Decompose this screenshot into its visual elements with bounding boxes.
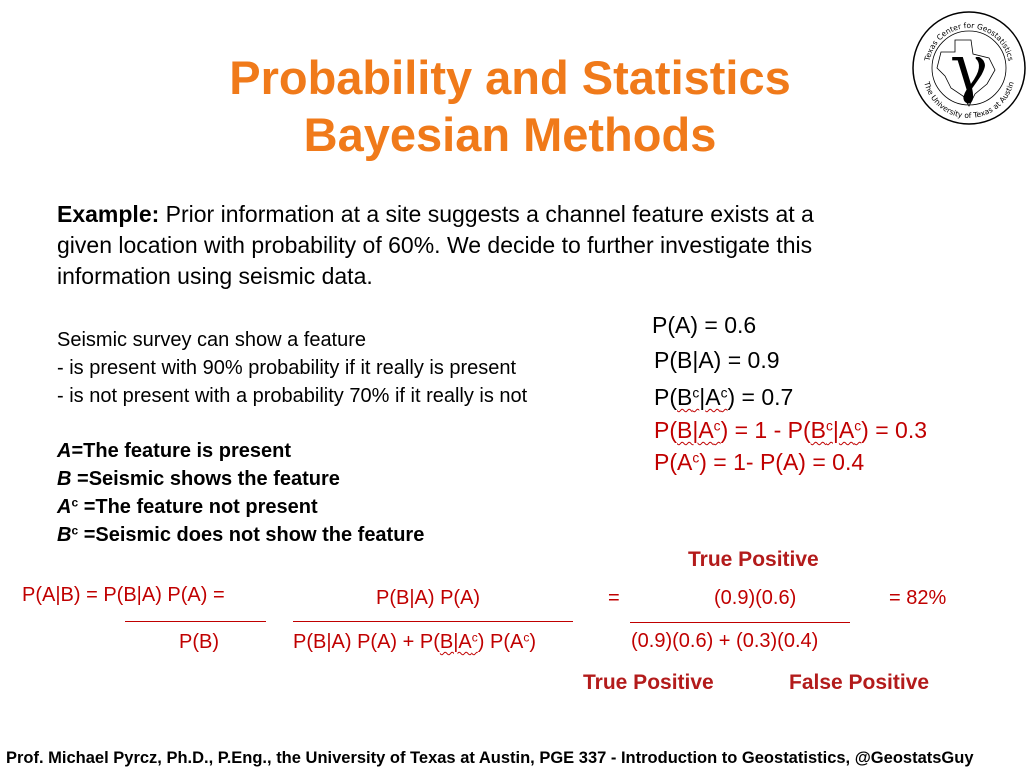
given-pa: P(A) = 0.6 <box>652 312 757 338</box>
formula-numerator-2: P(B|A) P(A) <box>376 587 481 609</box>
derived-pbac: $P(B|A^c) = 1 - P(B^c|A^c) = 0.3$ <box>654 417 928 443</box>
survey-line3: - is not present with a probability 70% if it really is not <box>57 385 528 407</box>
fraction-line-1 <box>125 621 266 622</box>
example-line3: information using seismic data. <box>57 263 373 289</box>
false-positive-label: False Positive <box>789 671 930 694</box>
definition-a: A=The feature is present <box>57 440 291 462</box>
example-line1: Prior information at a site suggests a channel feature exists at a <box>159 201 814 227</box>
example-line2: given location with probability of 60%. We decide to further investigate this <box>57 232 813 258</box>
example-paragraph <box>57 199 957 292</box>
event-definitions <box>57 437 424 549</box>
slide-title-line1: Probability and Statistics <box>229 51 791 104</box>
formula-lhs: P(A|B) = P(B|A) P(A) = <box>22 584 225 606</box>
survey-line1: Seismic survey can show a feature <box>57 329 367 351</box>
survey-line2: - is present with 90% probability if it really is present <box>57 357 517 379</box>
logo-gamma-symbol: γ <box>949 32 989 106</box>
given-pbcac: $P(B^c|A^c) = 0.7$ <box>654 384 794 410</box>
survey-description <box>57 326 527 410</box>
formula-equals: = <box>608 587 620 609</box>
logo-arc-text-top: Texas Center for Geostatistics <box>922 20 1016 62</box>
true-positive-label-bottom: True Positive <box>583 671 714 694</box>
given-pba: P(B|A) = 0.9 <box>654 347 780 373</box>
fraction-line-3 <box>630 622 850 623</box>
example-label: Example: <box>57 201 160 227</box>
definition-bc: $B^c$ =Seismic does not show the feature <box>57 523 425 546</box>
formula-lhs-denominator: P(B) <box>179 631 219 653</box>
formula-numerator-3: (0.9)(0.6) <box>714 587 797 609</box>
derived-pac: $P(A^c) = 1-$ P(A) = 0.4 <box>654 449 865 475</box>
definition-b: B =Seismic shows the feature <box>57 468 340 490</box>
fraction-line-2 <box>293 621 573 622</box>
formula-result: = 82% <box>889 587 947 609</box>
definition-ac: $A^c =The$ feature not present <box>57 495 318 518</box>
slide-footer: Prof. Michael Pyrcz, Ph.D., P.Eng., the University of Texas at Austin, PGE 337 - Introduction to Geostatistics, @GeostatsGuy <box>6 749 974 767</box>
formula-denominator-2: P(B|A) $P(A) + P(B|A^c)$ $P(A^c)$ <box>293 630 536 653</box>
true-positive-label-top: True Positive <box>688 548 819 571</box>
geostatistics-center-logo <box>911 10 1027 126</box>
slide-title-line2: Bayesian Methods <box>303 108 717 161</box>
formula-denominator-3: (0.9)(0.6) + (0.3)(0.4) <box>631 630 819 652</box>
logo-arc-text-bottom: The University of Texas at Austin <box>922 80 1016 121</box>
